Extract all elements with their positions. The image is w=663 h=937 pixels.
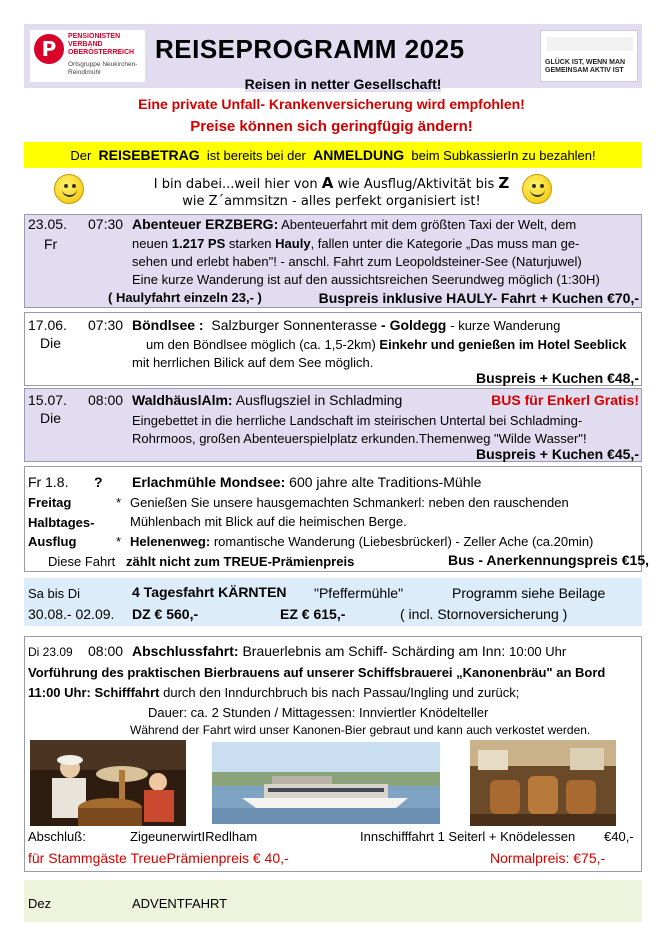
caption-ship: Innschifffahrt 1 Seiterl + Knödelessen (360, 829, 576, 844)
price-double-room: DZ € 560,- (132, 606, 199, 622)
motto-text-a: I bin dabei...weil hier von (153, 177, 318, 192)
motto-text-c: wie Ausflug/Aktivität bis (337, 177, 495, 192)
payment-text-3: ist bereits bei der (206, 148, 306, 163)
trip-text: 600 jahre alte Traditions-Mühle (289, 474, 482, 490)
trip-description (132, 317, 560, 334)
trip-text-line (132, 235, 579, 252)
trip-price: Buspreis inklusive HAULY- Fahrt + Kuchen €70,- (318, 290, 639, 306)
trip-time: 07:30 (88, 317, 124, 333)
slogan-badge (540, 30, 638, 82)
kids-free-notice: BUS für Enkerl Gratis! (491, 392, 639, 408)
trip-text: romantische Wanderung (Liebesbrückerl) - Zeller Ache (ca.20min) (213, 534, 594, 549)
trip-text: Diese Fahrt (48, 554, 116, 569)
bullet-star: * (116, 495, 122, 510)
organization-logo (30, 30, 145, 82)
trip-weekday: Fr (44, 236, 58, 252)
trip-text-line: Mühlenbach mit Blick auf die heimischen Berge. (130, 514, 407, 529)
logo-org-name: PENSIONISTEN VERBAND OBERÖSTERREICH (68, 33, 135, 56)
trip-date: Di 23.09 (28, 645, 73, 659)
trip-title: Erlachmühle Mondsee: (132, 474, 286, 490)
treue-price: für Stammgäste TreuePrämienpreis € 40,- (28, 850, 289, 866)
trip-title: Abschlussfahrt: (132, 643, 239, 659)
trip-text-line: Eine kurze Wanderung ist auf den aussichtsreichen Seerundweg möglich (1:30H) (132, 272, 600, 287)
motto-line-2: wie Z´ammsitzn - alles perfekt organisiert ist! (182, 194, 481, 209)
trip-extra-price: ( Haulyfahrt einzeln 23,- ) (108, 290, 262, 305)
trip-text: 11:00 Uhr: Schifffahrt (28, 685, 160, 700)
restaurant-photo (470, 740, 616, 826)
trip-text: durch den Inndurchbruch bis nach Passau/Ingling und zurück; (163, 685, 520, 700)
trip-time: 08:00 (88, 392, 124, 408)
trip-text: neuen (132, 236, 169, 251)
trip-price: Bus - Anerkennungspreis €15, (448, 552, 649, 568)
insurance-notice: Eine private Unfall- Krankenversicherung wird empfohlen! (138, 96, 525, 112)
caption-price: €40,- (604, 829, 634, 844)
treue-note (48, 553, 354, 570)
trip-text-line: sehen und erlebt haben"! - anschl. Fahrt zum Leopoldsteiner-See (Naturjuwel) (132, 254, 582, 269)
trip-text: , fallen unter die Kategorie „Das muss man ge- (310, 236, 580, 251)
trip-text: - kurze Wanderung (450, 318, 561, 333)
trip-description (132, 474, 481, 491)
trip-date: 30.08.- 02.09. (28, 606, 115, 622)
trip-price: Buspreis + Kuchen €45,- (475, 446, 639, 462)
trip-text: starken (228, 236, 272, 251)
payment-text-5: beim SubkassierIn zu bezahlen! (411, 148, 596, 163)
trip-date: Fr 1.8. (28, 474, 69, 490)
trip-time: 08:00 (88, 643, 124, 659)
trip-text: Salzburger Sonnenterasse (211, 317, 378, 333)
trip-text: 10:00 Uhr (509, 644, 567, 659)
trip-text: um den Böndlsee möglich (ca. 1,5-2km) (146, 337, 376, 352)
payment-text-4: ANMELDUNG (313, 147, 405, 163)
trip-text-line (130, 533, 593, 550)
trip-weekday: Die (40, 335, 62, 351)
trip-description (132, 392, 402, 409)
trip-text: zählt nicht zum TREUE-Prämienpreis (126, 554, 355, 569)
trip-text-line (28, 684, 519, 701)
trip-description (132, 216, 576, 233)
trip-date: 23.05. (28, 216, 67, 232)
trip-title: Abenteuer ERZBERG: (132, 216, 279, 232)
trip-card-adventfahrt (24, 880, 642, 922)
motto-letter-z: Z (498, 174, 510, 192)
page-title: REISEPROGRAMM 2025 (155, 34, 465, 64)
payment-notice (24, 142, 642, 168)
badge-slogan: GLÜCK IST, WENN MAN GEMEINSAM AKTIV IST (545, 59, 626, 74)
caption-restaurant: ZigeunerwirtIRedlham (130, 829, 258, 844)
trip-date: 15.07. (28, 392, 67, 408)
subtitle-text: Reisen in netter Gesellschaft! (244, 76, 442, 92)
trip-text-line: Während der Fahrt wird unser Kanonen-Bier gebraut und kann auch verkostet werden. (130, 723, 591, 737)
trip-text: - Goldegg (381, 317, 447, 333)
trip-title: 4 Tagesfahrt KÄRNTEN (132, 584, 287, 600)
trip-subtitle: "Pfeffermühle" (314, 585, 404, 601)
trip-text: Hauly (275, 236, 311, 251)
motto-letter-a: A (321, 174, 334, 192)
ship-photo (212, 742, 440, 824)
payment-text-1: Der (70, 148, 92, 163)
trip-type-label: Freitag (28, 495, 72, 510)
trip-text-line: Genießen Sie unsere hausgemachten Schmankerl: neben den rauschenden (130, 495, 569, 510)
trip-text: Helenenweg: (130, 534, 211, 549)
trip-program-note: Programm siehe Beilage (452, 585, 606, 601)
subtitle (24, 76, 642, 94)
bullet-star: * (116, 534, 122, 549)
trip-time-unknown: ? (94, 474, 103, 490)
trip-text: Ausflugsziel in Schladming (235, 392, 403, 408)
trip-text-line (146, 336, 626, 353)
trip-title: Böndlsee : (132, 317, 204, 333)
trip-type-label: Ausflug (28, 534, 77, 549)
price-single-room: EZ € 615,- (280, 606, 346, 622)
trip-weekday: Die (40, 410, 62, 426)
trip-price: Buspreis + Kuchen €48,- (475, 370, 639, 386)
trip-type-label: Halbtages- (28, 515, 95, 530)
caption-label: Abschluß: (28, 829, 86, 844)
normal-price: Normalpreis: €75,- (490, 850, 606, 866)
trip-date: 17.06. (28, 317, 67, 333)
trip-text-line: Dauer: ca. 2 Stunden / Mittagessen: Innviertler Knödelteller (148, 705, 489, 720)
brewing-photo (30, 740, 186, 826)
trip-days: Sa bis Di (28, 586, 81, 601)
trip-text: Brauerlebnis am Schiff- Schärding am Inn: (242, 643, 506, 659)
payment-text-2: REISEBETRAG (98, 147, 200, 163)
price-notice: Preise können sich geringfügig ändern! (190, 118, 473, 135)
trip-title: ADVENTFAHRT (132, 896, 228, 911)
trip-text: Einkehr und genießen im Hotel Seeblick (379, 337, 627, 352)
logo-group-name: Ortsgruppe Neukirchen-Reindlmühl (68, 61, 138, 76)
trip-description (132, 643, 566, 660)
trip-title: WaldhäuslAlm: (132, 392, 233, 408)
trip-text: Abenteuerfahrt mit dem größten Taxi der Welt, dem (281, 217, 577, 232)
logo-p-icon: P (34, 34, 64, 64)
trip-date: Dez (28, 896, 52, 911)
motto-line-1 (0, 174, 663, 192)
trip-text-line: mit herrlichen Bilick auf dem See möglich. (132, 355, 374, 370)
badge-logo-strip (547, 37, 633, 51)
trip-text-line: Eingebettet in die herrliche Landschaft im steirischen Untertal bei Schladming- (132, 413, 583, 428)
storno-note: ( incl. Stornoversicherung ) (400, 606, 568, 622)
trip-text: 1.217 PS (171, 236, 226, 251)
trip-time: 07:30 (88, 216, 124, 232)
trip-text-line: Rohrmoos, großen Abenteuerspielplatz erkunden.Themenweg "Wilde Wasser"! (132, 431, 587, 446)
trip-text-line: Vorführung des praktischen Bierbrauens auf unserer Schiffsbrauerei „Kanonenbräu" an Bord (28, 665, 606, 680)
